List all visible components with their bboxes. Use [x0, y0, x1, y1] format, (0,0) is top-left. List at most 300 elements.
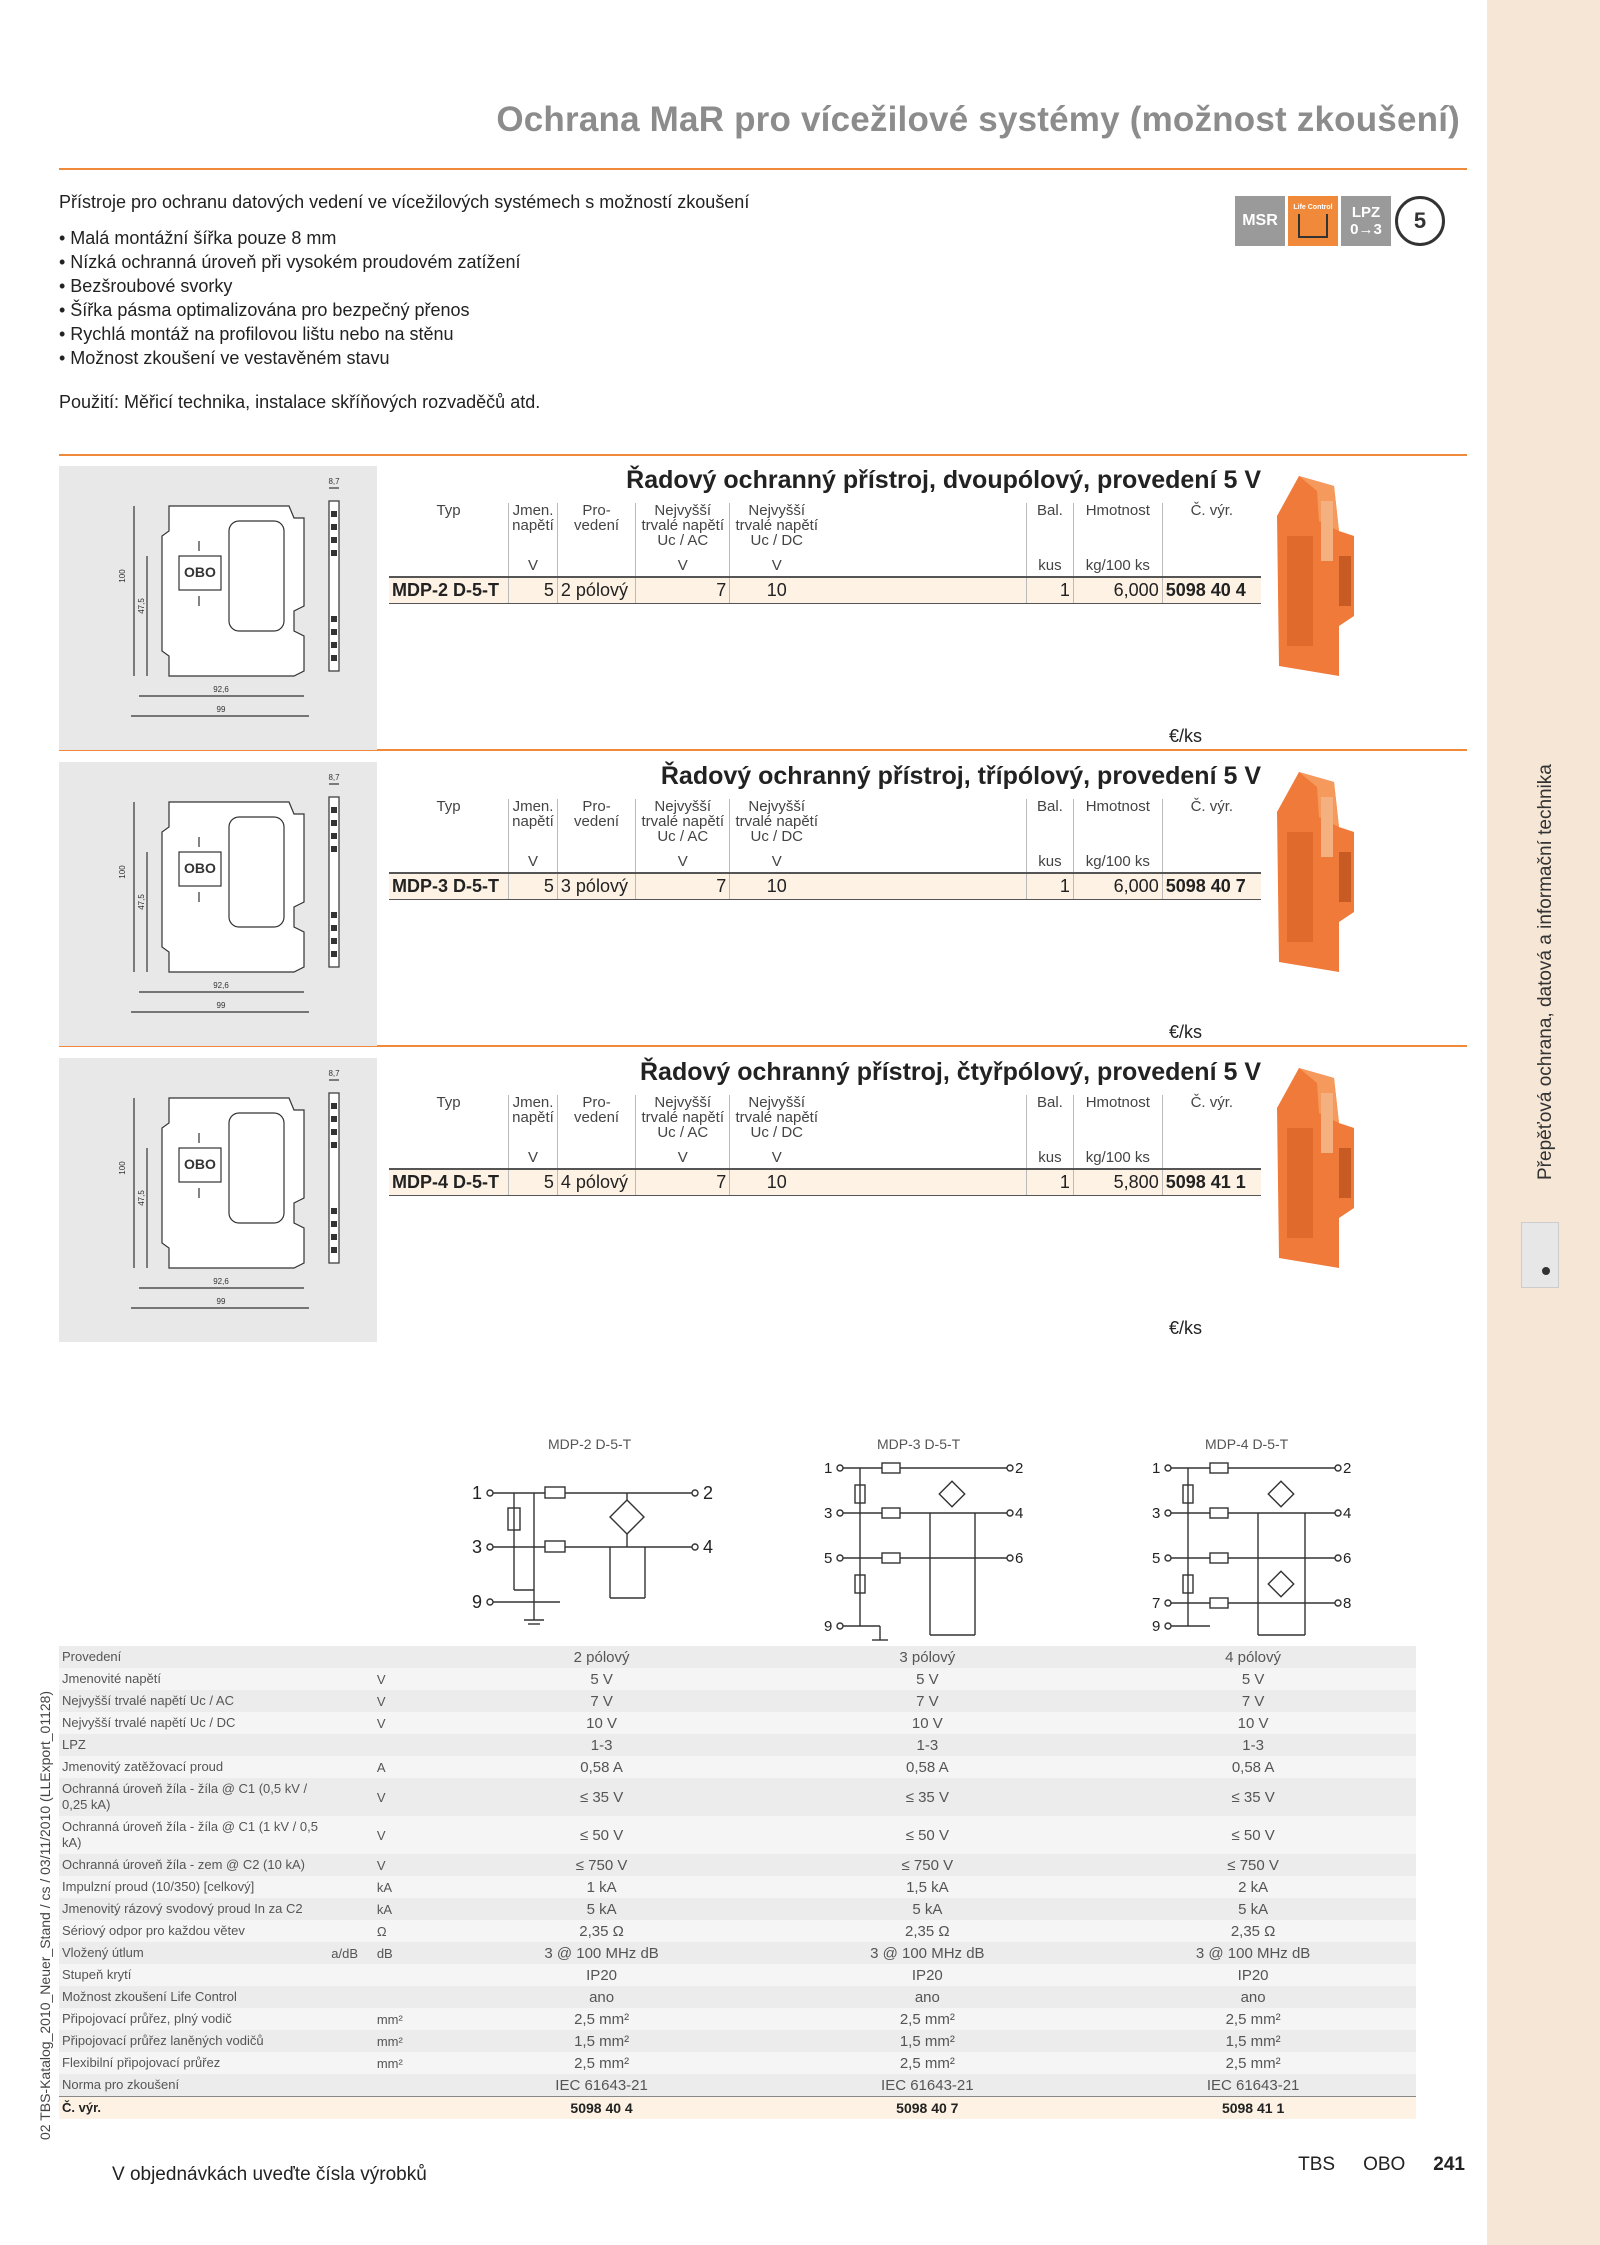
spec-label: Jmenovitý rázový svodový proud In za C2 — [59, 1898, 328, 1920]
spec-label: Ochranná úroveň žíla - žíla @ C1 (1 kV / 0,5 kA) — [59, 1816, 328, 1854]
spec-unit-alt — [328, 2008, 374, 2030]
side-product-thumbnail — [1521, 1222, 1559, 1288]
spec-row — [59, 1690, 1416, 1712]
price-unit: €/ks — [1169, 1022, 1203, 1042]
feature-item: • Šířka pásma optimalizována pro bezpečný přenos — [59, 300, 470, 320]
feature-list — [59, 226, 749, 370]
col-typ: Typ — [436, 1094, 461, 1111]
terminal-label: 4 — [1015, 1505, 1024, 1522]
spec-value: 1-3 — [439, 1734, 765, 1756]
col-jmen: Jmen. napětí — [509, 1095, 558, 1140]
spec-label: Sériový odpor pro každou větev — [59, 1920, 328, 1942]
dimension-drawing-panel — [59, 1058, 377, 1342]
spec-value: ≤ 50 V — [764, 1816, 1090, 1854]
spec-value: 10 V — [1090, 1712, 1416, 1734]
brand-tbs: TBS — [1298, 2154, 1336, 2175]
spec-value: 2,5 mm² — [439, 2052, 765, 2074]
spec-row — [59, 1668, 1416, 1690]
spec-value: 1,5 mm² — [1090, 2030, 1416, 2052]
product-cv: 5098 41 1 — [1162, 1169, 1261, 1196]
spec-value: 0,58 A — [439, 1756, 765, 1778]
col-bal: Bal. — [1026, 503, 1073, 548]
unit-v: V — [636, 844, 730, 873]
spec-value: 0,58 A — [1090, 1756, 1416, 1778]
spec-value: IEC 61643-21 — [764, 2074, 1090, 2097]
unit-v: V — [636, 1140, 730, 1169]
col-cv: Č. výr. — [1162, 1095, 1261, 1140]
product-ac: 7 — [636, 873, 730, 900]
usage-text: Použití: Měřicí technika, instalace skříňových rozvaděčů atd. — [59, 392, 541, 412]
col-spacer — [823, 799, 1026, 844]
terminal-label: 3 — [1152, 1505, 1161, 1522]
spec-label: Provedení — [59, 1646, 328, 1668]
circuit-title: MDP-3 D-5-T — [877, 1436, 961, 1452]
spec-row — [59, 1778, 1416, 1816]
side-section-label: Přepěťová ochrana, datová a informační technika — [1535, 764, 1556, 1180]
unit-kus: kus — [1026, 1140, 1073, 1169]
product-photo-panel — [1259, 1068, 1379, 1268]
feature-item: • Nízká ochranná úroveň při vysokém proudovém zatížení — [59, 252, 521, 272]
unit-v: V — [509, 844, 558, 873]
spec-row — [59, 1734, 1416, 1756]
spec-unit — [374, 1734, 439, 1756]
spec-value: ≤ 750 V — [439, 1854, 765, 1876]
product-dc: 10 — [730, 1169, 823, 1196]
circuit-svg — [0, 1430, 1487, 1650]
spec-unit-alt — [328, 1690, 374, 1712]
title-rule — [59, 168, 1467, 170]
spec-value: 10 V — [764, 1712, 1090, 1734]
spec-unit — [374, 2074, 439, 2097]
terminal-label: 1 — [472, 1483, 483, 1503]
product-title: Řadový ochranný přístroj, čtyřpólový, provedení 5 V — [640, 1058, 1261, 1086]
spec-value: 5 V — [439, 1668, 765, 1690]
spec-row — [59, 1964, 1416, 1986]
product-hm: 6,000 — [1073, 577, 1162, 604]
product-pro: 4 pólový — [557, 1169, 635, 1196]
catalog-reference: 02 TBS-Katalog_2010_Neuer_Stand / cs / 03/11/2010 (LLExport_01128) — [37, 1690, 53, 2140]
terminal-label: 6 — [1015, 1550, 1024, 1567]
spec-unit-alt — [328, 2030, 374, 2052]
col-dc: Nejvyšší trvalé napětí Uc / DC — [730, 503, 823, 548]
product-bal: 1 — [1026, 873, 1073, 900]
product-block — [59, 752, 1426, 1046]
dimension-drawing — [59, 762, 377, 1046]
spec-row — [59, 2052, 1416, 2074]
page-number: 241 — [1433, 2154, 1465, 2175]
product-pro: 3 pólový — [557, 873, 635, 900]
five-icon: 5 — [1395, 196, 1445, 246]
spec-unit-alt — [328, 1646, 374, 1668]
unit-kg: kg/100 ks — [1073, 548, 1162, 577]
product-title: Řadový ochranný přístroj, dvoupólový, provedení 5 V — [626, 466, 1261, 494]
col-jmen: Jmen. napětí — [509, 503, 558, 548]
spec-unit-alt — [328, 1712, 374, 1734]
spec-value: ≤ 750 V — [764, 1854, 1090, 1876]
terminal-label: 8 — [1343, 1595, 1352, 1612]
badge-group — [1235, 196, 1446, 246]
spec-value: 1 kA — [439, 1876, 765, 1898]
spec-unit: kA — [374, 1876, 439, 1898]
dim-label: 99 — [216, 1297, 226, 1306]
spec-row — [59, 1876, 1416, 1898]
product-table — [389, 1095, 1261, 1196]
life-control-badge — [1288, 196, 1338, 246]
product-photo-panel — [1259, 772, 1379, 972]
col-hm: Hmotnost — [1073, 1095, 1162, 1140]
spec-table — [59, 1646, 1416, 2119]
product-ac: 7 — [636, 1169, 730, 1196]
dimension-drawing — [59, 466, 377, 750]
terminal-label: 9 — [1152, 1618, 1161, 1635]
spec-value: 5 V — [1090, 1668, 1416, 1690]
spec-unit-alt — [328, 1756, 374, 1778]
dim-label: 99 — [216, 1001, 226, 1010]
spec-unit-alt — [328, 1854, 374, 1876]
terminal-label: 3 — [824, 1505, 833, 1522]
spec-label: Stupeň krytí — [59, 1964, 328, 1986]
footer-brand — [1298, 2154, 1465, 2176]
price-unit: €/ks — [1169, 726, 1203, 746]
product-block — [59, 456, 1426, 750]
spec-unit-alt: a/dB — [328, 1942, 374, 1964]
intro-lead: Přístroje pro ochranu datových vedení ve vícežilových systémech s možností zkoušení — [59, 192, 750, 212]
spec-unit-alt — [328, 1816, 374, 1854]
spec-value: 7 V — [439, 1690, 765, 1712]
spec-value: 0,58 A — [764, 1756, 1090, 1778]
terminal-label: 4 — [703, 1537, 714, 1557]
spec-value: IEC 61643-21 — [1090, 2074, 1416, 2097]
spec-row — [59, 2030, 1416, 2052]
spec-unit-alt — [328, 2097, 374, 2120]
dim-label: 8,7 — [328, 1069, 340, 1078]
msr-badge: MSR — [1235, 196, 1285, 246]
dim-label: 99 — [216, 705, 226, 714]
spec-row — [59, 1854, 1416, 1876]
obo-logo: OBO — [184, 1156, 216, 1172]
obo-logo: OBO — [184, 860, 216, 876]
product-photo — [1259, 1068, 1379, 1268]
spec-value: 5 kA — [1090, 1898, 1416, 1920]
col-spacer — [823, 503, 1026, 548]
spec-unit-alt — [328, 1778, 374, 1816]
spec-unit — [374, 1646, 439, 1668]
price-unit: €/ks — [1169, 1318, 1203, 1338]
terminal-label: 1 — [824, 1460, 833, 1477]
spec-value: 3 @ 100 MHz dB — [764, 1942, 1090, 1964]
lpz-range: 0→3 — [1350, 221, 1382, 238]
circuit-diagrams — [0, 1430, 1487, 1650]
product-title: Řadový ochranný přístroj, třípólový, provedení 5 V — [660, 762, 1261, 790]
product-hm: 5,800 — [1073, 1169, 1162, 1196]
product-photo — [1259, 476, 1379, 676]
spec-value: 5 kA — [764, 1898, 1090, 1920]
product-cv: 5098 40 4 — [1162, 577, 1261, 604]
spec-value: 1,5 kA — [764, 1876, 1090, 1898]
terminal-label: 5 — [1152, 1550, 1161, 1567]
spec-label: Impulzní proud (10/350) [celkový] — [59, 1876, 328, 1898]
spec-value: ≤ 750 V — [1090, 1854, 1416, 1876]
unit-v: V — [730, 1140, 823, 1169]
spec-value: 2,35 Ω — [1090, 1920, 1416, 1942]
spec-label: LPZ — [59, 1734, 328, 1756]
product-typ: MDP-3 D-5-T — [389, 873, 509, 900]
spec-value: 3 @ 100 MHz dB — [439, 1942, 765, 1964]
spec-unit: mm² — [374, 2030, 439, 2052]
life-control-label: Life Control — [1293, 204, 1333, 211]
spec-value: 2,5 mm² — [764, 2008, 1090, 2030]
dim-label: 92,6 — [213, 981, 229, 990]
unit-kus: kus — [1026, 844, 1073, 873]
spec-value: ≤ 35 V — [1090, 1778, 1416, 1816]
spec-row — [59, 1646, 1416, 1668]
product-cv: 5098 40 7 — [1162, 873, 1261, 900]
spec-unit — [374, 1964, 439, 1986]
lpz-badge — [1341, 196, 1391, 246]
spec-label: Norma pro zkoušení — [59, 2074, 328, 2097]
spec-row — [59, 1920, 1416, 1942]
spec-unit-alt — [328, 1734, 374, 1756]
spec-label: Jmenovitý zatěžovací proud — [59, 1756, 328, 1778]
spec-unit: V — [374, 1854, 439, 1876]
spec-value: 2,5 mm² — [764, 2052, 1090, 2074]
spec-value: ano — [439, 1986, 765, 2008]
terminal-label: 1 — [1152, 1460, 1161, 1477]
spec-value: IP20 — [764, 1964, 1090, 1986]
product-jmen: 5 — [509, 577, 558, 604]
terminal-label: 3 — [472, 1537, 483, 1557]
spec-row — [59, 1898, 1416, 1920]
dim-label: 100 — [118, 569, 127, 583]
dimension-drawing-panel — [59, 466, 377, 750]
feature-item: • Malá montážní šířka pouze 8 mm — [59, 228, 337, 248]
spec-value: 2,5 mm² — [439, 2008, 765, 2030]
dim-label: 8,7 — [328, 477, 340, 486]
unit-v: V — [730, 548, 823, 577]
spec-unit: V — [374, 1668, 439, 1690]
dim-label: 100 — [118, 865, 127, 879]
col-pro: Pro- vedení — [557, 503, 635, 548]
col-ac: Nejvyšší trvalé napětí Uc / AC — [636, 799, 730, 844]
col-pro: Pro- vedení — [557, 1095, 635, 1140]
spec-unit: V — [374, 1712, 439, 1734]
spec-value: 10 V — [439, 1712, 765, 1734]
product-photo — [1259, 772, 1379, 972]
spec-value: 2,35 Ω — [764, 1920, 1090, 1942]
unit-kus: kus — [1026, 548, 1073, 577]
obo-logo: OBO — [184, 564, 216, 580]
spec-label: Vložený útlum — [59, 1942, 328, 1964]
dimension-drawing — [59, 1058, 377, 1342]
spec-value: 2,5 mm² — [1090, 2008, 1416, 2030]
life-control-icon — [1298, 214, 1328, 238]
table-row — [389, 577, 1261, 604]
terminal-label: 9 — [824, 1618, 833, 1635]
spec-value: 1,5 mm² — [764, 2030, 1090, 2052]
spec-row — [59, 1816, 1416, 1854]
unit-v: V — [730, 844, 823, 873]
terminal-label: 6 — [1343, 1550, 1352, 1567]
dim-label: 100 — [118, 1161, 127, 1175]
spec-label: Č. výr. — [59, 2097, 328, 2120]
col-typ: Typ — [436, 798, 461, 815]
col-dc: Nejvyšší trvalé napětí Uc / DC — [730, 1095, 823, 1140]
feature-item: • Bezšroubové svorky — [59, 276, 233, 296]
product-jmen: 5 — [509, 873, 558, 900]
spec-value: ≤ 50 V — [439, 1816, 765, 1854]
dim-label: 47,5 — [137, 598, 146, 614]
spec-label: Flexibilní připojovací průřez — [59, 2052, 328, 2074]
terminal-label: 9 — [472, 1592, 483, 1612]
spec-value: IP20 — [1090, 1964, 1416, 1986]
spec-value: 5 V — [764, 1668, 1090, 1690]
table-row — [389, 1169, 1261, 1196]
col-ac: Nejvyšší trvalé napětí Uc / AC — [636, 1095, 730, 1140]
intro-block — [59, 190, 749, 414]
brand-obo: OBO — [1363, 2154, 1406, 2175]
product-hm: 6,000 — [1073, 873, 1162, 900]
spec-unit-alt — [328, 2052, 374, 2074]
terminal-label: 5 — [824, 1550, 833, 1567]
product-dc: 10 — [730, 577, 823, 604]
spec-row — [59, 2074, 1416, 2097]
spec-unit-alt — [328, 1920, 374, 1942]
spec-value: ano — [1090, 1986, 1416, 2008]
circuit-title: MDP-4 D-5-T — [1205, 1436, 1289, 1452]
spec-value: 7 V — [1090, 1690, 1416, 1712]
dim-label: 47,5 — [137, 1190, 146, 1206]
dim-label: 47,5 — [137, 894, 146, 910]
terminal-label: 4 — [1343, 1505, 1352, 1522]
dim-label: 92,6 — [213, 1277, 229, 1286]
lpz-label: LPZ — [1351, 204, 1381, 221]
spec-value: 5098 40 4 — [439, 2097, 765, 2120]
col-cv: Č. výr. — [1162, 503, 1261, 548]
feature-item: • Rychlá montáž na profilovou lištu nebo na stěnu — [59, 324, 454, 344]
spec-unit-alt — [328, 1964, 374, 1986]
spec-value: 2 pólový — [439, 1646, 765, 1668]
spec-value: 5098 40 7 — [764, 2097, 1090, 2120]
spec-value: 3 pólový — [764, 1646, 1090, 1668]
spec-label: Jmenovité napětí — [59, 1668, 328, 1690]
product-pro: 2 pólový — [557, 577, 635, 604]
col-ac: Nejvyšší trvalé napětí Uc / AC — [636, 503, 730, 548]
spec-unit: V — [374, 1778, 439, 1816]
spec-value: IEC 61643-21 — [439, 2074, 765, 2097]
unit-kg: kg/100 ks — [1073, 1140, 1162, 1169]
spec-row — [59, 1986, 1416, 2008]
product-table — [389, 799, 1261, 900]
feature-item: • Možnost zkoušení ve vestavěném stavu — [59, 348, 390, 368]
spec-value: ≤ 50 V — [1090, 1816, 1416, 1854]
spec-value: 1-3 — [1090, 1734, 1416, 1756]
spec-value: 7 V — [764, 1690, 1090, 1712]
unit-v: V — [509, 548, 558, 577]
product-bal: 1 — [1026, 1169, 1073, 1196]
product-dc: 10 — [730, 873, 823, 900]
spec-unit: V — [374, 1690, 439, 1712]
product-table — [389, 503, 1261, 604]
col-hm: Hmotnost — [1073, 799, 1162, 844]
terminal-label: 2 — [703, 1483, 714, 1503]
col-spacer — [823, 1095, 1026, 1140]
spec-label: Ochranná úroveň žíla - zem @ C2 (10 kA) — [59, 1854, 328, 1876]
spec-unit: mm² — [374, 2052, 439, 2074]
terminal-label: 2 — [1015, 1460, 1024, 1477]
terminal-label: 2 — [1343, 1460, 1352, 1477]
col-jmen: Jmen. napětí — [509, 799, 558, 844]
col-hm: Hmotnost — [1073, 503, 1162, 548]
spec-unit: A — [374, 1756, 439, 1778]
spec-unit: V — [374, 1816, 439, 1854]
spec-value: ano — [764, 1986, 1090, 2008]
col-dc: Nejvyšší trvalé napětí Uc / DC — [730, 799, 823, 844]
dim-label: 92,6 — [213, 685, 229, 694]
page-title: Ochrana MaR pro vícežilové systémy (možnost zkoušení) — [496, 100, 1460, 139]
col-typ: Typ — [436, 502, 461, 519]
product-typ: MDP-2 D-5-T — [389, 577, 509, 604]
product-ac: 7 — [636, 577, 730, 604]
spec-label: Ochranná úroveň žíla - žíla @ C1 (0,5 kV / 0,25 kA) — [59, 1778, 328, 1816]
col-cv: Č. výr. — [1162, 799, 1261, 844]
spec-row — [59, 2097, 1416, 2120]
spec-unit: kA — [374, 1898, 439, 1920]
order-note: V objednávkách uveďte čísla výrobků — [112, 2164, 427, 2185]
spec-value: 3 @ 100 MHz dB — [1090, 1942, 1416, 1964]
spec-value: 5098 41 1 — [1090, 2097, 1416, 2120]
unit-v: V — [636, 548, 730, 577]
spec-label: Připojovací průřez, plný vodič — [59, 2008, 328, 2030]
table-row — [389, 873, 1261, 900]
spec-label: Nejvyšší trvalé napětí Uc / AC — [59, 1690, 328, 1712]
product-photo-panel — [1259, 476, 1379, 676]
warranty-badge — [1394, 196, 1446, 246]
dimension-drawing-panel — [59, 762, 377, 1046]
spec-value: 2 kA — [1090, 1876, 1416, 1898]
product-block — [59, 1048, 1426, 1342]
spec-row — [59, 1942, 1416, 1964]
product-bal: 1 — [1026, 577, 1073, 604]
col-bal: Bal. — [1026, 1095, 1073, 1140]
spec-unit: mm² — [374, 2008, 439, 2030]
spec-value: ≤ 35 V — [764, 1778, 1090, 1816]
spec-unit — [374, 2097, 439, 2120]
spec-unit-alt — [328, 1986, 374, 2008]
spec-value: 1,5 mm² — [439, 2030, 765, 2052]
unit-kg: kg/100 ks — [1073, 844, 1162, 873]
spec-unit-alt — [328, 1668, 374, 1690]
spec-label: Připojovací průřez laněných vodičů — [59, 2030, 328, 2052]
spec-value: 1-3 — [764, 1734, 1090, 1756]
circuit-title: MDP-2 D-5-T — [548, 1436, 632, 1452]
spec-row — [59, 2008, 1416, 2030]
spec-unit-alt — [328, 1898, 374, 1920]
spec-row — [59, 1756, 1416, 1778]
col-bal: Bal. — [1026, 799, 1073, 844]
spec-value: IP20 — [439, 1964, 765, 1986]
spec-value: 2,35 Ω — [439, 1920, 765, 1942]
terminal-label: 7 — [1152, 1595, 1161, 1612]
spec-value: 5 kA — [439, 1898, 765, 1920]
spec-unit-alt — [328, 2074, 374, 2097]
spec-label: Možnost zkoušení Life Control — [59, 1986, 328, 2008]
dim-label: 8,7 — [328, 773, 340, 782]
spec-row — [59, 1712, 1416, 1734]
product-typ: MDP-4 D-5-T — [389, 1169, 509, 1196]
spec-unit — [374, 1986, 439, 2008]
spec-unit-alt — [328, 1876, 374, 1898]
spec-value: 4 pólový — [1090, 1646, 1416, 1668]
